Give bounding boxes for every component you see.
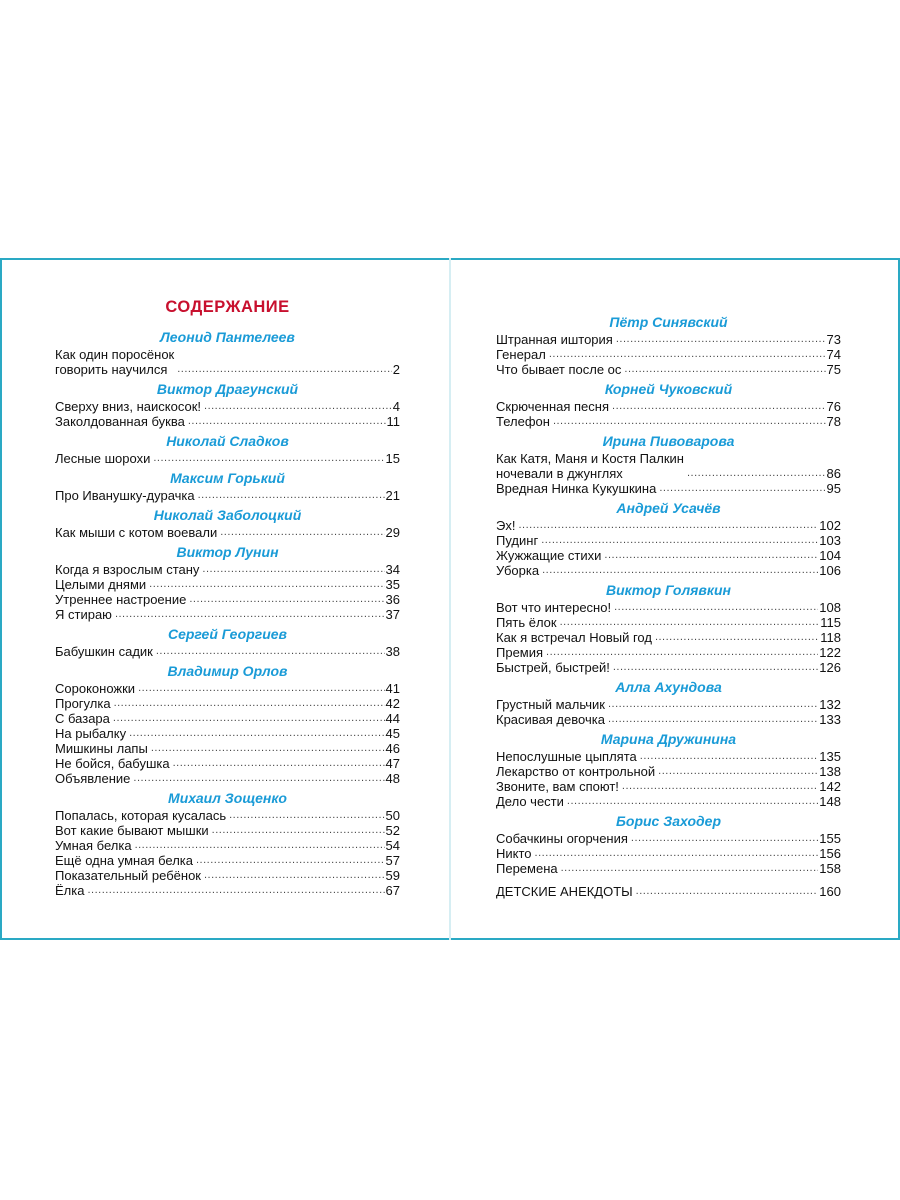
author-heading: Алла Ахундова (615, 679, 722, 695)
entry-title: Вредная Нинка Кукушкина (496, 481, 657, 496)
toc-entry[interactable] (496, 563, 841, 578)
toc-entry[interactable] (55, 414, 400, 429)
dot-leader (636, 884, 819, 899)
dot-leader (151, 741, 385, 756)
dot-leader (604, 548, 818, 563)
toc-entry[interactable] (496, 645, 841, 660)
page-number: 138 (819, 764, 841, 779)
dot-leader (631, 831, 818, 846)
entry-title: Показательный ребёнок (55, 868, 201, 883)
dot-leader (549, 347, 826, 362)
toc-entry[interactable] (55, 741, 400, 756)
page-number: 59 (385, 868, 400, 883)
dot-leader (560, 615, 820, 630)
dot-leader (133, 771, 384, 786)
toc-entry[interactable] (496, 451, 841, 481)
toc-entry[interactable] (496, 518, 841, 533)
page-number: 4 (392, 399, 400, 414)
dot-leader (177, 362, 392, 377)
toc-entry[interactable] (496, 749, 841, 764)
toc-entry[interactable] (496, 884, 841, 899)
entry-title: ДЕТСКИЕ АНЕКДОТЫ (496, 884, 633, 899)
page-number: 29 (385, 525, 400, 540)
entry-title: Лесные шорохи (55, 451, 151, 466)
toc-entry[interactable] (55, 883, 400, 898)
dot-leader (608, 712, 818, 727)
toc-entry[interactable] (496, 548, 841, 563)
page-number: 36 (385, 592, 400, 607)
toc-entry[interactable] (55, 808, 400, 823)
dot-leader (220, 525, 384, 540)
page-number: 103 (819, 533, 841, 548)
page-number: 41 (385, 681, 400, 696)
toc-entry[interactable] (496, 794, 841, 809)
entry-title: Про Иванушку-дурачка (55, 488, 195, 503)
dot-leader (616, 332, 826, 347)
page-number: 115 (820, 615, 841, 630)
entry-title: Генерал (496, 347, 546, 362)
entry-title: Эх! (496, 518, 516, 533)
toc-entry[interactable] (496, 362, 841, 377)
toc-entry[interactable] (55, 347, 400, 377)
entry-title: Когда я взрослым стану (55, 562, 200, 577)
entry-title: Перемена (496, 861, 558, 876)
toc-entry[interactable] (55, 577, 400, 592)
author-heading: Борис Заходер (615, 813, 721, 829)
entry-title: Как мыши с котом воевали (55, 525, 218, 540)
page-number: 102 (819, 518, 841, 533)
entry-title: Уборка (496, 563, 540, 578)
toc-entry[interactable] (496, 533, 841, 548)
entry-title: Сороконожки (55, 681, 136, 696)
entry-title: Умная белка (55, 838, 132, 853)
page-number: 34 (385, 562, 400, 577)
toc-entry[interactable] (496, 779, 841, 794)
author-heading: Николай Заболоцкий (153, 507, 302, 523)
page-number: 78 (826, 414, 841, 429)
entry-title-line2: ночевали в джунглях (496, 466, 623, 481)
page-number: 160 (819, 884, 841, 899)
page-number: 108 (819, 600, 841, 615)
toc-entry[interactable] (496, 764, 841, 779)
page-number: 74 (826, 347, 841, 362)
toc-entry[interactable] (496, 600, 841, 615)
page-number: 37 (385, 607, 400, 622)
toc-entry[interactable] (496, 347, 841, 362)
toc-entry[interactable] (496, 332, 841, 347)
dot-leader (204, 399, 392, 414)
entry-title: Прогулка (55, 696, 111, 711)
toc-entry[interactable] (55, 726, 400, 741)
page-number: 132 (819, 697, 841, 712)
page-number: 73 (826, 332, 841, 347)
dot-leader (541, 533, 818, 548)
page-number: 50 (385, 808, 400, 823)
toc-entry[interactable] (55, 838, 400, 853)
toc-entry[interactable] (496, 712, 841, 727)
entry-title: Я стираю (55, 607, 112, 622)
toc-entry[interactable] (55, 681, 400, 696)
author-heading: Виктор Голявкин (606, 582, 731, 598)
entry-title: Ёлка (55, 883, 85, 898)
dot-leader (553, 414, 826, 429)
author-heading: Пётр Синявский (609, 314, 728, 330)
author-heading: Николай Сладков (166, 433, 289, 449)
page-number: 148 (819, 794, 841, 809)
page-number: 48 (385, 771, 400, 786)
page-number: 76 (826, 399, 841, 414)
dot-leader (622, 779, 818, 794)
entry-title: Что бывает после ос (496, 362, 622, 377)
toc-entry[interactable] (496, 846, 841, 861)
page-number: 21 (385, 488, 400, 503)
toc-entry[interactable] (496, 697, 841, 712)
dot-leader (113, 711, 385, 726)
dot-leader (135, 838, 385, 853)
page-number: 11 (386, 414, 400, 429)
dot-leader (659, 481, 825, 496)
dot-leader (198, 488, 385, 503)
entry-title: Звоните, вам споют! (496, 779, 619, 794)
page-number: 15 (385, 451, 400, 466)
page-number: 2 (392, 362, 400, 377)
toc-entry[interactable] (55, 644, 400, 659)
toc-entry[interactable] (55, 771, 400, 786)
toc-entry[interactable] (55, 592, 400, 607)
author-heading: Ирина Пивоварова (602, 433, 735, 449)
toc-entry[interactable] (496, 481, 841, 496)
dot-leader (138, 681, 384, 696)
entry-title-line1: Как один поросёнок (55, 347, 175, 362)
toc-title: СОДЕРЖАНИЕ (165, 298, 290, 316)
entry-title: Попалась, которая кусалась (55, 808, 227, 823)
author-heading: Виктор Драгунский (156, 381, 299, 397)
entry-title: Премия (496, 645, 544, 660)
toc-entry[interactable] (496, 630, 841, 645)
toc-entry[interactable] (496, 414, 841, 429)
page-number: 54 (385, 838, 400, 853)
author-heading: Максим Горький (170, 470, 285, 486)
page-number: 118 (820, 630, 841, 645)
entry-title: Вот какие бывают мышки (55, 823, 209, 838)
page-number: 126 (819, 660, 841, 675)
entry-title: Пудинг (496, 533, 539, 548)
toc-entry[interactable] (55, 868, 400, 883)
toc-entry[interactable] (496, 660, 841, 675)
toc-entry[interactable] (55, 823, 400, 838)
author-heading: Андрей Усачёв (616, 500, 721, 516)
entry-title: Вот что интересно! (496, 600, 612, 615)
entry-title: Мишкины лапы (55, 741, 148, 756)
toc-entry[interactable] (55, 711, 400, 726)
dot-leader (114, 696, 385, 711)
left-page (0, 258, 449, 940)
page-number: 133 (819, 712, 841, 727)
page-number: 142 (819, 779, 841, 794)
dot-leader (613, 660, 818, 675)
entry-title: Штранная иштория (496, 332, 613, 347)
entry-title: Пять ёлок (496, 615, 557, 630)
dot-leader (204, 868, 385, 883)
toc-entry[interactable] (55, 756, 400, 771)
entry-title: Грустный мальчик (496, 697, 605, 712)
author-heading: Виктор Лунин (176, 544, 279, 560)
toc-entry[interactable] (55, 853, 400, 868)
entry-title: Объявление (55, 771, 131, 786)
page-number: 35 (385, 577, 400, 592)
page-number: 86 (826, 466, 841, 481)
dot-leader (612, 399, 826, 414)
toc-entry[interactable] (55, 696, 400, 711)
dot-leader (546, 645, 818, 660)
page-number: 158 (819, 861, 841, 876)
entry-title: Красивая девочка (496, 712, 605, 727)
page-number: 95 (826, 481, 841, 496)
page-number: 38 (385, 644, 400, 659)
page-number: 45 (385, 726, 400, 741)
entry-title: Утреннее настроение (55, 592, 187, 607)
spacer (496, 876, 841, 884)
dot-leader (518, 518, 818, 533)
toc-entry[interactable] (496, 615, 841, 630)
left-toc-column (55, 298, 400, 898)
page-number: 44 (385, 711, 400, 726)
toc-entry[interactable] (55, 525, 400, 540)
author-heading: Михаил Зощенко (168, 790, 287, 806)
entry-title-line2: говорить научился (55, 362, 168, 377)
dot-leader (640, 749, 819, 764)
entry-title: Сверху вниз, наискосок! (55, 399, 202, 414)
toc-entry[interactable] (496, 399, 841, 414)
dot-leader (658, 764, 818, 779)
dot-leader (202, 562, 384, 577)
entry-title: Бабушкин садик (55, 644, 153, 659)
dot-leader (608, 697, 818, 712)
page-number: 52 (385, 823, 400, 838)
dot-leader (87, 883, 384, 898)
dot-leader (173, 756, 385, 771)
entry-title: Никто (496, 846, 532, 861)
dot-leader (542, 563, 818, 578)
toc-entry[interactable] (55, 607, 400, 622)
dot-leader (655, 630, 819, 645)
dot-leader (115, 607, 385, 622)
author-heading: Марина Дружинина (600, 731, 737, 747)
author-heading: Владимир Орлов (167, 663, 288, 679)
toc-entry[interactable] (55, 451, 400, 466)
entry-title: Собачкины огорчения (496, 831, 628, 846)
entry-title: Целыми днями (55, 577, 147, 592)
entry-title: Как я встречал Новый год (496, 630, 652, 645)
entry-title: Лекарство от контрольной (496, 764, 656, 779)
page-number: 47 (385, 756, 400, 771)
dot-leader (624, 362, 825, 377)
page-number: 42 (385, 696, 400, 711)
toc-entry[interactable] (55, 562, 400, 577)
right-page (451, 258, 900, 940)
dot-leader (212, 823, 385, 838)
dot-leader (149, 577, 384, 592)
entry-title: С базара (55, 711, 110, 726)
entry-title: На рыбалку (55, 726, 127, 741)
dot-leader (535, 846, 819, 861)
toc-entry[interactable] (55, 399, 400, 414)
entry-title: Телефон (496, 414, 550, 429)
author-heading: Сергей Георгиев (167, 626, 288, 642)
toc-entry[interactable] (55, 488, 400, 503)
entry-title: Скрюченная песня (496, 399, 610, 414)
dot-leader (561, 861, 819, 876)
page-number: 155 (819, 831, 841, 846)
entry-title: Заколдованная буква (55, 414, 185, 429)
page-number: 156 (819, 846, 841, 861)
dot-leader (196, 853, 385, 868)
toc-entry[interactable] (496, 831, 841, 846)
dot-leader (567, 794, 818, 809)
dot-leader (153, 451, 384, 466)
toc-entry[interactable] (496, 861, 841, 876)
page-number: 104 (819, 548, 841, 563)
page-number: 122 (819, 645, 841, 660)
right-toc-column (496, 310, 841, 899)
entry-title: Непослушные цыплята (496, 749, 637, 764)
page-number: 57 (385, 853, 400, 868)
dot-leader (614, 600, 818, 615)
dot-leader (189, 592, 384, 607)
entry-title-line1: Как Катя, Маня и Костя Палкин (496, 451, 684, 466)
entry-title: Жужжащие стихи (496, 548, 602, 563)
entry-title: Дело чести (496, 794, 564, 809)
entry-title: Не бойся, бабушка (55, 756, 170, 771)
dot-leader (156, 644, 385, 659)
dot-leader (188, 414, 386, 429)
page-number: 106 (819, 563, 841, 578)
entry-title: Быстрей, быстрей! (496, 660, 610, 675)
dot-leader (129, 726, 384, 741)
page-number: 67 (385, 883, 400, 898)
dot-leader (229, 808, 384, 823)
author-heading: Леонид Пантелеев (160, 329, 295, 345)
author-heading: Корней Чуковский (604, 381, 733, 397)
page-number: 135 (819, 749, 841, 764)
page-number: 75 (826, 362, 841, 377)
dot-leader (687, 466, 826, 481)
entry-title: Ещё одна умная белка (55, 853, 193, 868)
page-number: 46 (385, 741, 400, 756)
